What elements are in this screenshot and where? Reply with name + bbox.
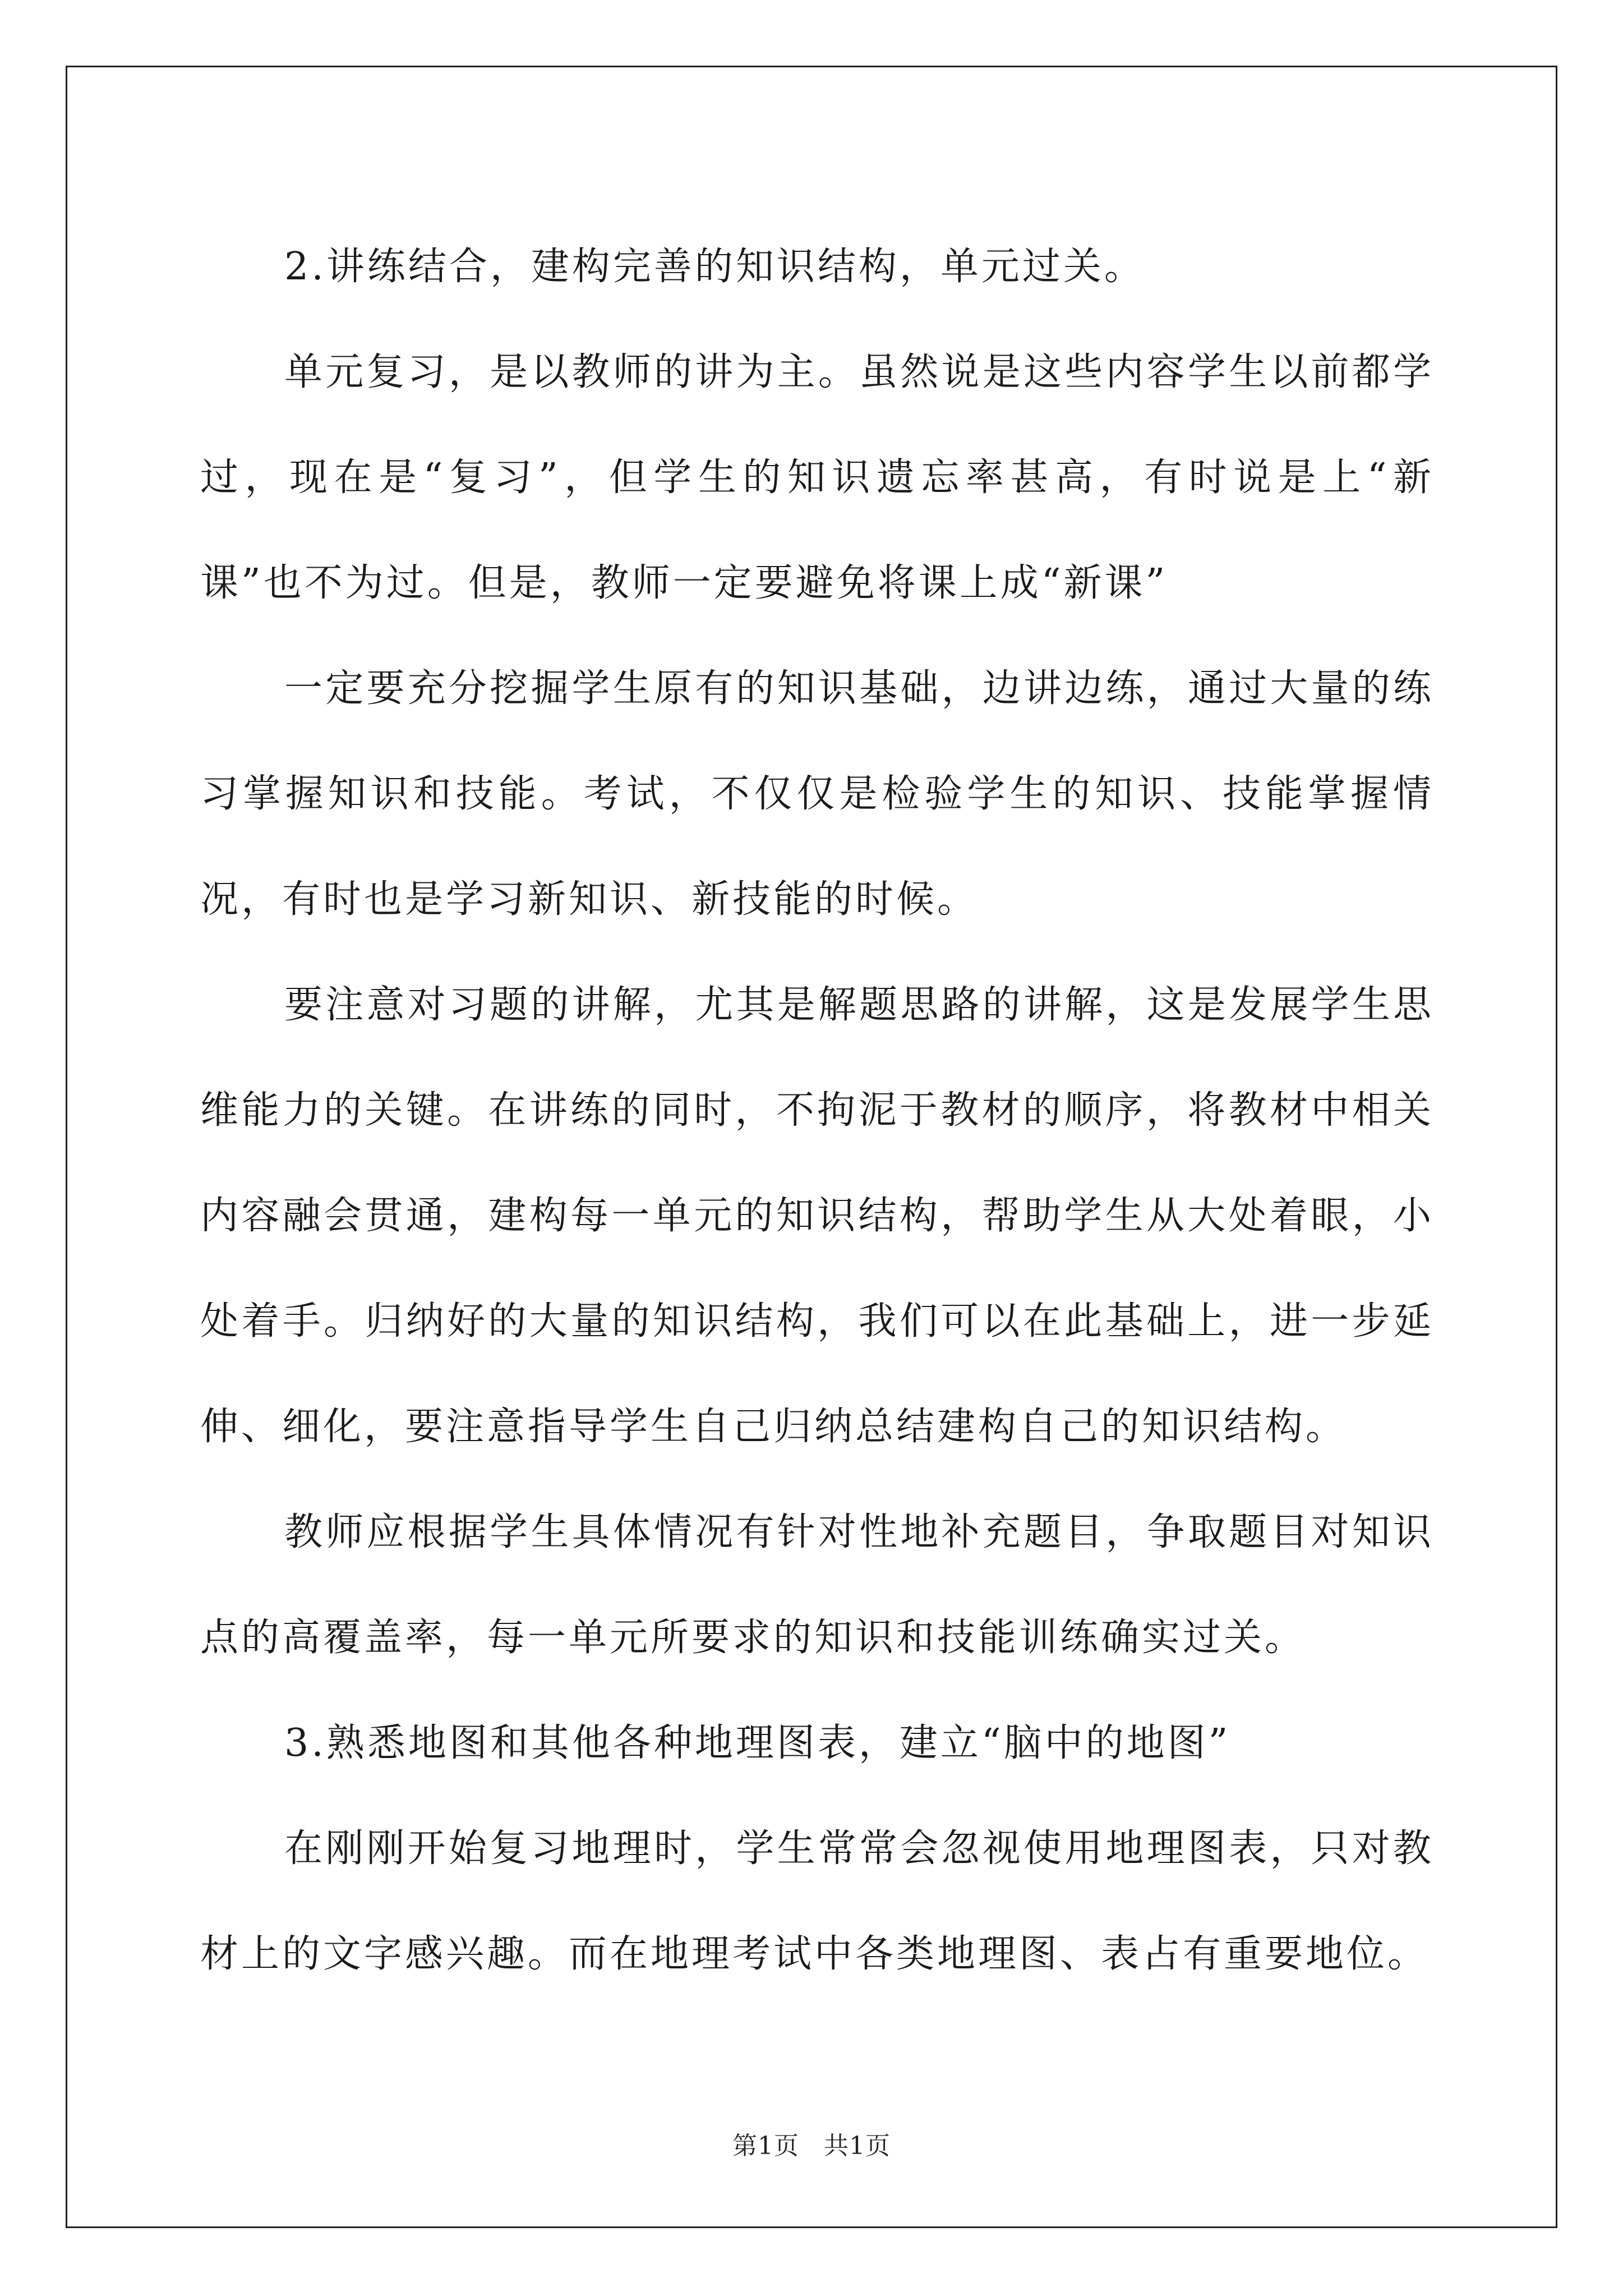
paragraph: 单元复习，是以教师的讲为主。虽然说是这些内容学生以前都学过，现在是“复习”，但学生的知识遗忘率甚高，有时说是上“新课”也不为过。但是，教师一定要避免将课上成“新课” [200, 350, 1434, 605]
paragraph: 教师应根据学生具体情况有针对性地补充题目，争取题目对知识点的高覆盖率，每一单元所要求的知识和技能训练确实过关。 [200, 1510, 1434, 1660]
paragraph-heading-2: 2.讲练结合，建构完善的知识结构，单元过关。 [284, 245, 1145, 289]
page-footer [0, 2131, 1623, 2162]
page-number: 第1页 [732, 2132, 799, 2160]
document-body [200, 214, 1434, 2007]
paragraph: 要注意对习题的讲解，尤其是解题思路的讲解，这是发展学生思维能力的关键。在讲练的同时，不拘泥于教材的顺序，将教材中相关内容融会贯通，建构每一单元的知识结构，帮助学生从大处着眼，小处着手。归纳好的大量的知识结构，我们可以在此基础上，进一步延伸、细化，要注意指导学生自己归纳总结建构自己的知识结构。 [200, 983, 1434, 1449]
paragraph: 一定要充分挖掘学生原有的知识基础，边讲边练，通过大量的练习掌握知识和技能。考试，不仅仅是检验学生的知识、技能掌握情况，有时也是学习新知识、新技能的时候。 [200, 666, 1434, 922]
page-total: 共1页 [824, 2132, 891, 2160]
paragraph-heading-3: 3.熟悉地图和其他各种地理图表，建立“脑中的地图” [284, 1721, 1231, 1765]
paragraph: 在刚刚开始复习地理时，学生常常会忽视使用地理图表，只对教材上的文字感兴趣。而在地理考试中各类地理图、表占有重要地位。 [200, 1826, 1434, 1976]
